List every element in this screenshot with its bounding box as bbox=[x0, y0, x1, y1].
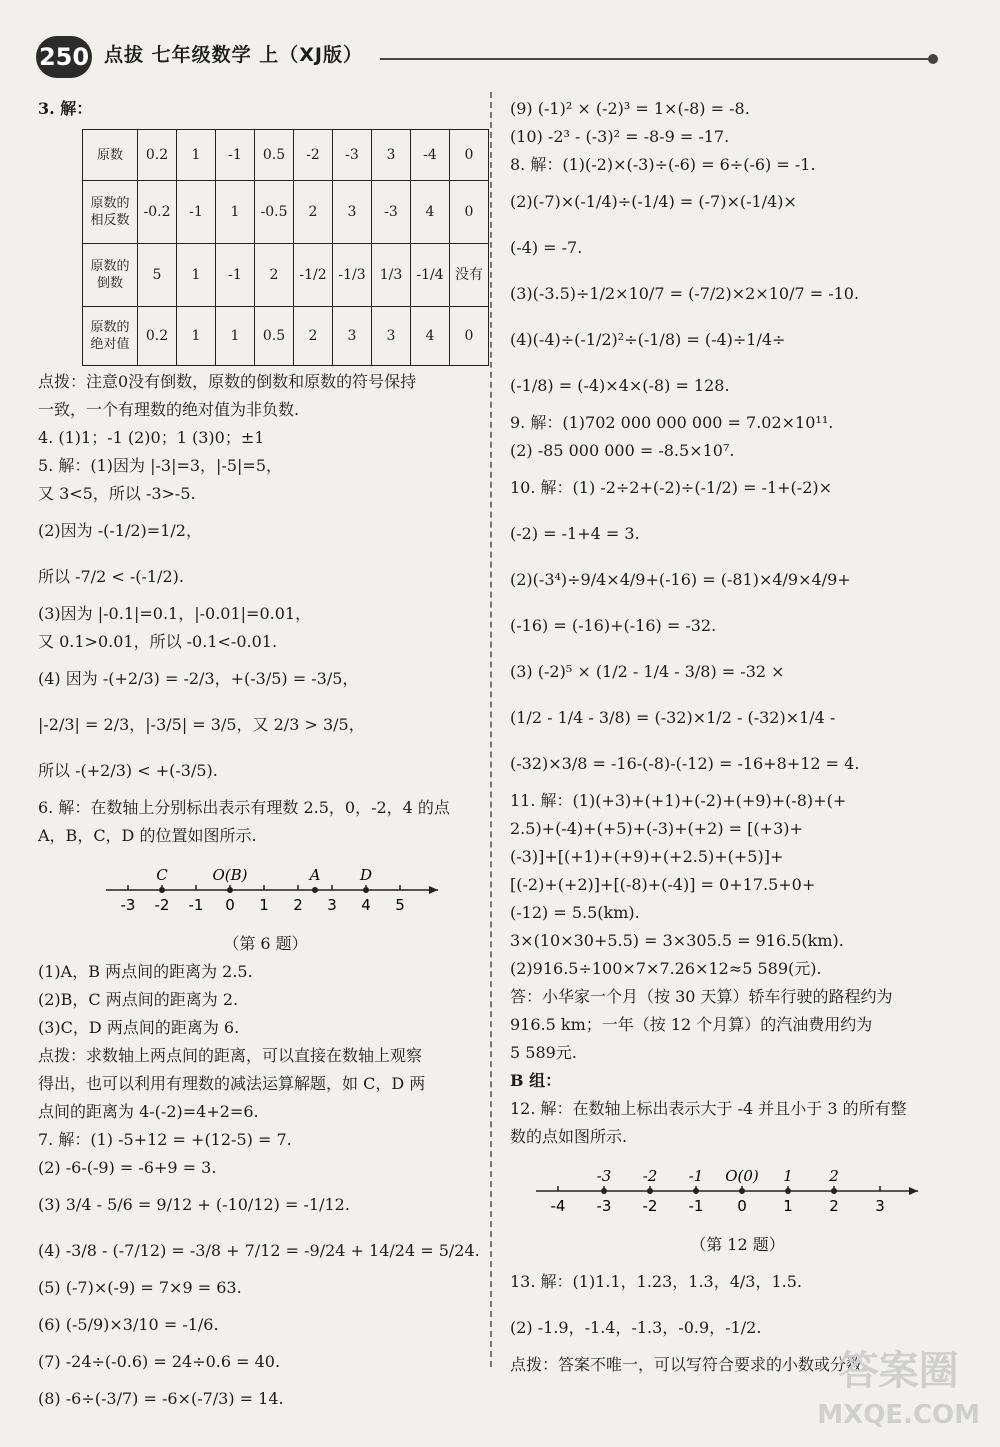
text-line: 2.5)+(-4)+(+5)+(-3)+(+2) = [(+3)+ bbox=[510, 819, 803, 838]
number-table bbox=[82, 129, 489, 366]
point-label: D bbox=[359, 866, 373, 884]
book-title: 点拔 七年级数学 上（XJ版） bbox=[104, 44, 363, 66]
tick-label: -1 bbox=[688, 1197, 704, 1215]
header-rule bbox=[380, 58, 930, 60]
table-row bbox=[83, 307, 489, 366]
table-cell: 原数的倒数 bbox=[83, 244, 138, 307]
text-line: (6) (-5/9)×3/10 = -1/6. bbox=[38, 1315, 219, 1334]
table-cell: 5 bbox=[138, 244, 177, 307]
watermark-logo bbox=[817, 1349, 980, 1437]
point-marker bbox=[647, 1188, 653, 1194]
tick-label: 0 bbox=[737, 1197, 747, 1215]
arrow-icon bbox=[429, 886, 438, 894]
table-cell: 2 bbox=[294, 307, 333, 366]
point-marker bbox=[785, 1188, 791, 1194]
number-line-6-svg bbox=[38, 850, 493, 930]
table-cell: -0.5 bbox=[255, 181, 294, 244]
figure-caption-6: （第 6 题） bbox=[223, 934, 308, 953]
text-line: 5 589元. bbox=[510, 1043, 577, 1062]
text-line: (3) (-2)⁵ × (1/2 - 1/4 - 3/8) = -32 × bbox=[510, 662, 785, 681]
figure-caption-12: （第 12 题） bbox=[690, 1235, 785, 1254]
point-label: O(B) bbox=[212, 866, 248, 884]
tick-label: -2 bbox=[642, 1197, 658, 1215]
table-cell: -1 bbox=[216, 130, 255, 181]
table-cell: -0.2 bbox=[138, 181, 177, 244]
table-cell: -1 bbox=[177, 181, 216, 244]
text-line: (-1/8) = (-4)×4×(-8) = 128. bbox=[510, 376, 730, 395]
table-cell: 原数的相反数 bbox=[83, 181, 138, 244]
table-row bbox=[83, 130, 489, 181]
text-line: (2)(-3⁴)÷9/4×4/9+(-16) = (-81)×4/9×4/9+ bbox=[510, 570, 851, 589]
text-line: (3)因为 |-0.1|=0.1，|-0.01|=0.01， bbox=[38, 604, 312, 623]
text-line: 11. 解：(1)(+3)+(+1)+(-2)+(+9)+(-8)+(+ bbox=[510, 791, 847, 810]
text-line: 点拨：答案不唯一，可以写符合要求的小数或分数 bbox=[510, 1355, 863, 1374]
point-label: 2 bbox=[829, 1167, 839, 1185]
table-cell: 0.5 bbox=[255, 130, 294, 181]
point-marker bbox=[601, 1188, 607, 1194]
table-cell: 3 bbox=[372, 130, 411, 181]
text-line: (7) -24÷(-0.6) = 24÷0.6 = 40. bbox=[38, 1352, 281, 1371]
table-cell: 原数 bbox=[83, 130, 138, 181]
text-line: (3)(-3.5)÷1/2×10/7 = (-7/2)×2×10/7 = -10. bbox=[510, 284, 860, 303]
table-cell: 2 bbox=[255, 244, 294, 307]
table-cell: -1 bbox=[216, 244, 255, 307]
text-line: (2) -1.9，-1.4，-1.3，-0.9，-1/2. bbox=[510, 1318, 762, 1337]
table-cell: 0.5 bbox=[255, 307, 294, 366]
table-cell: 1 bbox=[216, 307, 255, 366]
table-cell: 4 bbox=[411, 307, 450, 366]
text-line: 7. 解：(1) -5+12 = +(12-5) = 7. bbox=[38, 1130, 292, 1149]
point-marker bbox=[159, 887, 165, 893]
table-cell: 1 bbox=[177, 244, 216, 307]
text-line: (-32)×3/8 = -16-(-8)-(-12) = -16+8+12 = 4. bbox=[510, 754, 860, 773]
watermark-text: 答案圈 bbox=[838, 1348, 959, 1394]
text-line: 6. 解：在数轴上分别标出表示有理数 2.5，0，-2，4 的点 bbox=[38, 798, 450, 817]
text-line: (5) (-7)×(-9) = 7×9 = 63. bbox=[38, 1278, 242, 1297]
point-label: C bbox=[156, 866, 168, 884]
text-line: 又 0.1>0.01，所以 -0.1<-0.01. bbox=[38, 632, 278, 651]
text-line: 916.5 km；一年（按 12 个月算）的汽油费用约为 bbox=[510, 1015, 873, 1034]
tick-label: -2 bbox=[154, 896, 170, 914]
tick-label: 0 bbox=[225, 896, 235, 914]
text-line: (-16) = (-16)+(-16) = -32. bbox=[510, 616, 717, 635]
text-line: 5. 解：(1)因为 |-3|=3，|-5|=5， bbox=[38, 456, 283, 475]
point-label: -2 bbox=[642, 1167, 658, 1185]
point-marker bbox=[312, 887, 318, 893]
tick-label: 1 bbox=[783, 1197, 793, 1215]
table-cell: 2 bbox=[294, 181, 333, 244]
text-line: 3×(10×30+5.5) = 3×305.5 = 916.5(km). bbox=[510, 931, 844, 950]
text-line: 答：小华家一个月（按 30 天算）轿车行驶的路程约为 bbox=[510, 987, 893, 1006]
text-line: 8. 解：(1)(-2)×(-3)÷(-6) = 6÷(-6) = -1. bbox=[510, 155, 816, 174]
right-column bbox=[510, 95, 965, 1379]
text-line: 13. 解：(1)1.1，1.23，1.3，4/3，1.5. bbox=[510, 1272, 802, 1291]
tick-label: 3 bbox=[875, 1197, 885, 1215]
tick-label: -1 bbox=[188, 896, 204, 914]
point-label: -1 bbox=[688, 1167, 704, 1185]
point-label: A bbox=[309, 866, 321, 884]
text-line: (1)A，B 两点间的距离为 2.5. bbox=[38, 962, 253, 981]
text-line: (2) -6-(-9) = -6+9 = 3. bbox=[38, 1158, 217, 1177]
text-line: (3) 3/4 - 5/6 = 9/12 + (-10/12) = -1/12. bbox=[38, 1195, 350, 1214]
number-line-12-svg bbox=[510, 1151, 965, 1231]
text-line: [(-2)+(+2)]+[(-8)+(-4)] = 0+17.5+0+ bbox=[510, 875, 816, 894]
table-cell: -4 bbox=[411, 130, 450, 181]
tick-label: 5 bbox=[395, 896, 405, 914]
point-marker bbox=[227, 887, 233, 893]
page-number: 250 bbox=[36, 36, 92, 78]
text-line: 4. (1)1；-1 (2)0；1 (3)0；±1 bbox=[38, 428, 265, 447]
table-cell: 0 bbox=[450, 130, 489, 181]
text-line: (9) (-1)² × (-2)³ = 1×(-8) = -8. bbox=[510, 99, 750, 118]
text-line: A，B，C，D 的位置如图所示. bbox=[38, 826, 257, 845]
number-line-6 bbox=[38, 850, 493, 930]
table-cell: -1/3 bbox=[333, 244, 372, 307]
point-marker bbox=[363, 887, 369, 893]
text-line: 10. 解：(1) -2÷2+(-2)÷(-1/2) = -1+(-2)× bbox=[510, 478, 833, 497]
watermark-url: MXQE.COM bbox=[817, 1400, 980, 1430]
table-cell: -1/2 bbox=[294, 244, 333, 307]
right-text-block bbox=[510, 95, 965, 1151]
table-cell: 3 bbox=[372, 307, 411, 366]
left-column bbox=[38, 95, 493, 1422]
table-cell: 1/3 bbox=[372, 244, 411, 307]
text-line: (10) -2³ - (-3)² = -8-9 = -17. bbox=[510, 127, 730, 146]
point-marker bbox=[831, 1188, 837, 1194]
table-row bbox=[83, 244, 489, 307]
table-cell: 3 bbox=[333, 307, 372, 366]
text-line: (8) -6÷(-3/7) = -6×(-7/3) = 14. bbox=[38, 1389, 284, 1408]
tick-label: 4 bbox=[361, 896, 371, 914]
table-cell: 3 bbox=[333, 181, 372, 244]
q3-heading: 3. 解： bbox=[38, 99, 93, 118]
table-cell: 0.2 bbox=[138, 307, 177, 366]
table-cell: 1 bbox=[216, 181, 255, 244]
text-line: (-12) = 5.5(km). bbox=[510, 903, 640, 922]
text-line: (4) -3/8 - (-7/12) = -3/8 + 7/12 = -9/24 + 14/24 = 5/24. bbox=[38, 1241, 480, 1260]
header-dot bbox=[928, 54, 938, 64]
table-cell: 1 bbox=[177, 307, 216, 366]
table-cell: 0 bbox=[450, 181, 489, 244]
text-line: (2) -85 000 000 = -8.5×10⁷. bbox=[510, 441, 735, 460]
text-line: (2)因为 -(-1/2)=1/2， bbox=[38, 521, 202, 540]
text-line: 9. 解：(1)702 000 000 000 = 7.02×10¹¹. bbox=[510, 413, 834, 432]
table-cell: 1 bbox=[177, 130, 216, 181]
text-line: 数的点如图所示. bbox=[510, 1127, 628, 1146]
tick-label: 3 bbox=[327, 896, 337, 914]
point-marker bbox=[739, 1188, 745, 1194]
page-header bbox=[0, 28, 1000, 88]
text-line: 点拨：注意0没有倒数，原数的倒数和原数的符号保持 bbox=[38, 372, 417, 391]
text-line: 一致，一个有理数的绝对值为非负数. bbox=[38, 400, 300, 419]
table-cell: -3 bbox=[372, 181, 411, 244]
text-line: (3)C，D 两点间的距离为 6. bbox=[38, 1018, 240, 1037]
text-line: (2)(-7)×(-1/4)÷(-1/4) = (-7)×(-1/4)× bbox=[510, 192, 797, 211]
text-line: (-2) = -1+4 = 3. bbox=[510, 524, 640, 543]
number-line-12 bbox=[510, 1151, 965, 1231]
arrow-icon bbox=[909, 1187, 918, 1195]
text-line: (4)(-4)÷(-1/2)²÷(-1/8) = (-4)÷1/4÷ bbox=[510, 330, 786, 349]
text-line: 12. 解：在数轴上标出表示大于 -4 并且小于 3 的所有整 bbox=[510, 1099, 907, 1118]
tick-label: 2 bbox=[829, 1197, 839, 1215]
point-marker bbox=[693, 1188, 699, 1194]
table-cell: -1/4 bbox=[411, 244, 450, 307]
text-line: (-4) = -7. bbox=[510, 238, 583, 257]
tick-label: -4 bbox=[550, 1197, 566, 1215]
table-cell: 4 bbox=[411, 181, 450, 244]
text-line: (4) 因为 -(+2/3) = -2/3，+(-3/5) = -3/5， bbox=[38, 669, 359, 688]
text-line: 得出，也可以利用有理数的减法运算解题，如 C，D 两 bbox=[38, 1074, 426, 1093]
text-line: 所以 -7/2 < -(-1/2). bbox=[38, 567, 184, 586]
text-line: (1/2 - 1/4 - 3/8) = (-32)×1/2 - (-32)×1/4 - bbox=[510, 708, 836, 727]
text-line: (2)B，C 两点间的距离为 2. bbox=[38, 990, 239, 1009]
left-text-block-2 bbox=[38, 958, 493, 1422]
text-line: |-2/3| = 2/3，|-3/5| = 3/5，又 2/3 > 3/5， bbox=[38, 715, 365, 734]
text-line: (2)916.5÷100×7×7.26×12≈5 589(元). bbox=[510, 959, 822, 978]
text-line: B 组： bbox=[510, 1071, 562, 1090]
table-cell: -3 bbox=[333, 130, 372, 181]
table-cell: -2 bbox=[294, 130, 333, 181]
point-label: -3 bbox=[596, 1167, 612, 1185]
tick-label: 2 bbox=[293, 896, 303, 914]
text-line: 点间的距离为 4-(-2)=4+2=6. bbox=[38, 1102, 259, 1121]
table-row bbox=[83, 181, 489, 244]
text-line: 又 3<5，所以 -3>-5. bbox=[38, 484, 196, 503]
text-line: 所以 -(+2/3) < +(-3/5). bbox=[38, 761, 218, 780]
table-cell: 没有 bbox=[450, 244, 489, 307]
table-cell: 0.2 bbox=[138, 130, 177, 181]
point-label: O(0) bbox=[725, 1167, 759, 1185]
point-label: 1 bbox=[783, 1167, 793, 1185]
text-line: (-3)]+[(+1)+(+9)+(+2.5)+(+5)]+ bbox=[510, 847, 784, 866]
table-cell: 0 bbox=[450, 307, 489, 366]
tick-label: -3 bbox=[120, 896, 136, 914]
table-cell: 原数的绝对值 bbox=[83, 307, 138, 366]
tick-label: -3 bbox=[596, 1197, 612, 1215]
left-text-block bbox=[38, 368, 493, 850]
text-line: 点拨：求数轴上两点间的距离，可以直接在数轴上观察 bbox=[38, 1046, 423, 1065]
tick-label: 1 bbox=[259, 896, 269, 914]
